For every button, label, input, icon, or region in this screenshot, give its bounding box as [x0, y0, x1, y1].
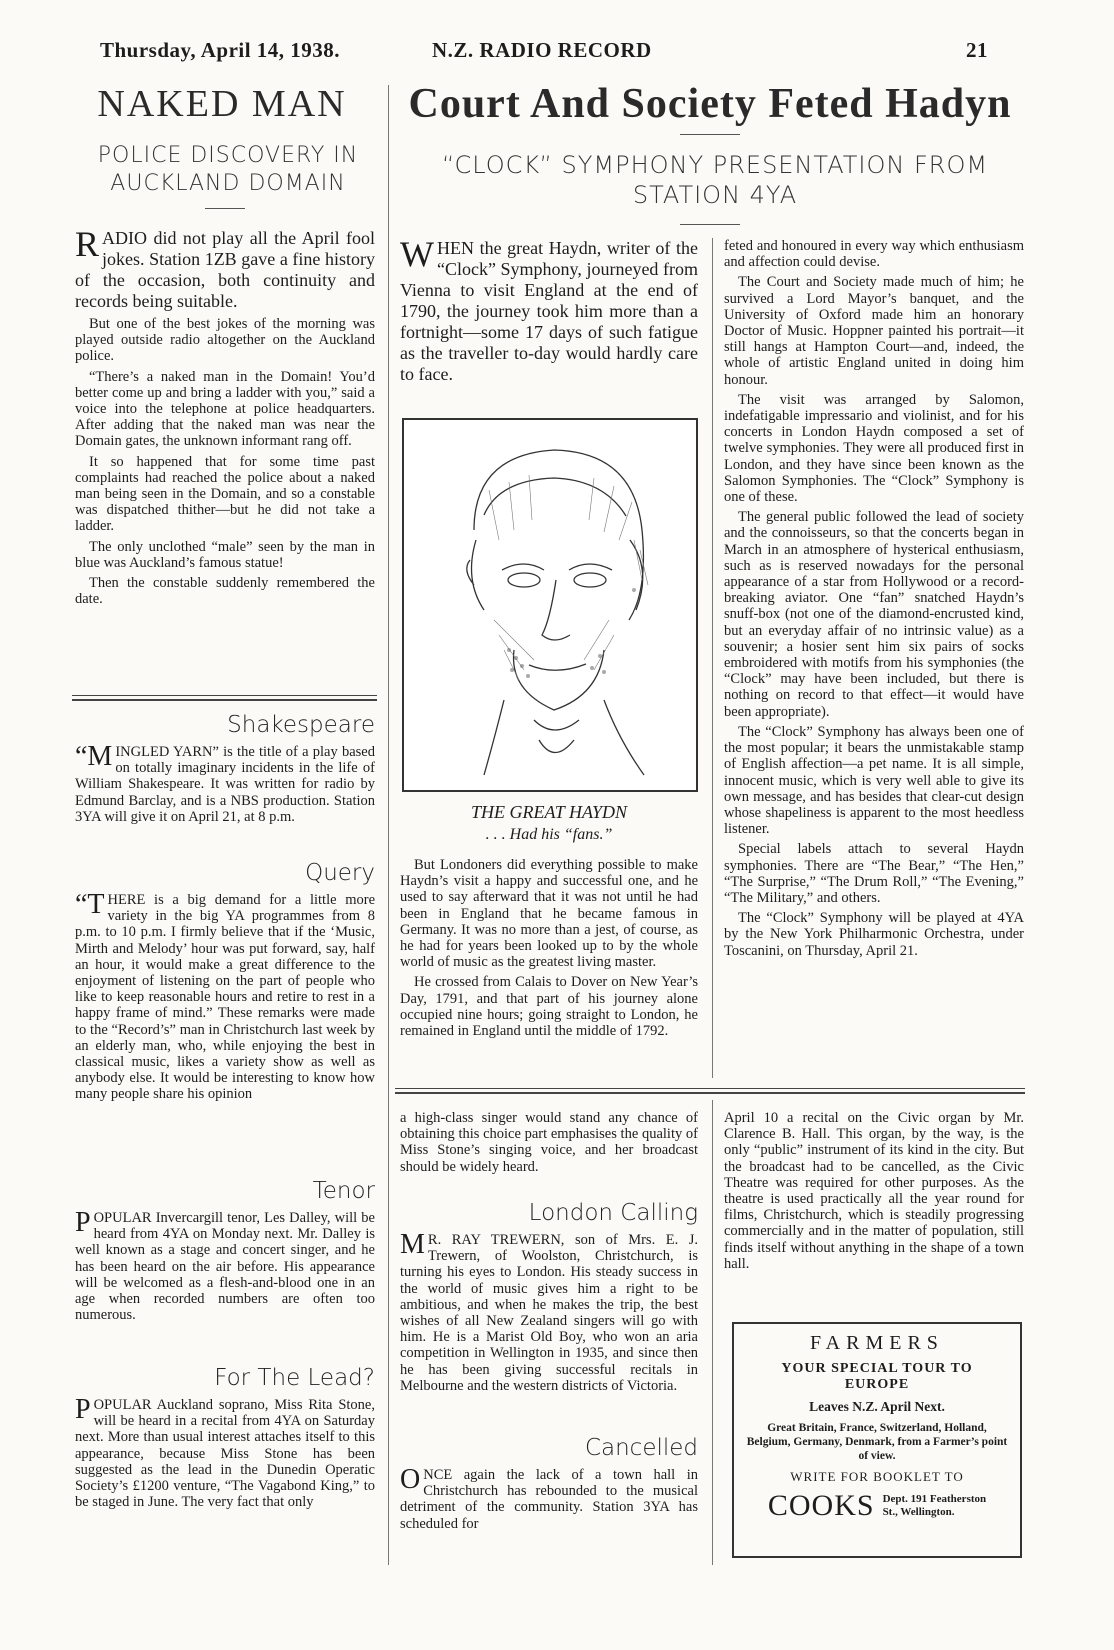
query-text: HERE is a big demand for a little more variety in the big YA programmes from 8 p.m. to 10 p.m. I firmly believe that if the ‘Music, Mirth and Melody’ hour was put forward, say, half an hour, it would make a great difference to the enjoyment of listening on the part of people who like to keep reasonable hours and retire to rest in a happy frame of mind.” These remarks were made to the “Record’s” man in Christchurch last week by an elderly man, who, while enjoying the best in classical music, likes a variety show as well as anybody else. It would be interesting to know how many people share his opinion [75, 892, 375, 1103]
ad-cooks: COOKS [767, 1489, 875, 1522]
haydn-portrait [402, 418, 698, 792]
tenor-text: OPULAR Invercargill tenor, Les Dalley, will be heard from 4YA on Monday next. Mr. Dalley is well known as a stage and concert singer, and he has been heard on the air before. His appearance will be welcomed as a flesh-and-blood one in an age when recorded numbers are often too numerous. [75, 1210, 375, 1324]
paragraph: The “Clock” Symphony has always been one of the most popular; it bears the unmistakable stamp of English affection—a pet name. It is all simple, innocent music, which is very well able to give its own message, and has besides that clear-cut design whose shapeliness is apparent to the most heedless listener. [724, 723, 1024, 838]
issue-date: Thursday, April 14, 1938. [100, 38, 341, 62]
paragraph: “There’s a naked man in the Domain! You’d better come up and bring a ladder with you,” said a voice into the telephone at police headquarters. After adding that the naked man was near the Domain gates, the unknown informant rang off. [75, 368, 375, 450]
dropcap: “M [75, 741, 113, 772]
haydn-lead [400, 234, 698, 389]
naked-man-subhead: POLICE DISCOVERY IN AUCKLAND DOMAIN [97, 143, 359, 196]
article-lead: ADIO did not play all the April fool jokes. Station 1ZB gave a fine history of the occasion, both continuity and records being suitable. [75, 228, 375, 311]
london-calling-text: R. RAY TREWERN, son of Mrs. E. J. Trewern, of Woolston, Christchurch, is turning his eyes to London. His steady success in the world of music gives him a right to be ambitious, and when he makes the trip, the best wishes of all New Zealand singers will go with him. He is a Marist Old Boy, who won an aria competition in Wellington in 1935, and since then he has been giving successful recitals in Melbourne and the western districts of Victoria. [400, 1232, 698, 1394]
haydn-col3 [724, 238, 1024, 963]
paragraph: Then the constable suddenly remembered the date. [75, 575, 375, 608]
paragraph: a high-class singer would stand any chance of obtaining this choice part emphasises the quality of Miss Stone’s singing voice, and her broadcast should be widely heard. [400, 1110, 698, 1175]
naked-man-article [75, 224, 375, 611]
query-title: Query [305, 860, 375, 886]
shakespeare-text: INGLED YARN” is the title of a play based on totally imaginary incidents in the life of William Shakespeare. It was written for radio by Edmund Barclay, and is a NBS production. Station 3YA will give it on April 21, at 8 p.m. [75, 744, 375, 825]
column-rule [712, 238, 713, 1078]
ad-address: Dept. 191 Featherston [882, 1493, 987, 1505]
divider [680, 134, 740, 135]
dropcap: P [75, 1394, 91, 1425]
query-section [75, 860, 375, 1107]
ad-cooks-block [734, 1489, 1020, 1523]
ad-line: Leaves N.Z. April Next. [809, 1399, 945, 1414]
lead-role-text: OPULAR Auckland soprano, Miss Rita Stone, will be heard in a recital from 4YA on Saturday next. More than usual interest attaches itself to this appearance, because Miss Stone has been suggested as the lead in the Dunedin Operatic Society’s £1200 venture, “The Vagabond King,” to be staged in June. The very fact that only [75, 1397, 375, 1511]
haydn-lead-text: HEN the great Haydn, writer of the “Clock” Symphony, journeyed from Vienna to visit England at the end of 1790, the journey took him more than a fortnight—some 17 days of such fatigue as the traveller to-day would hardly care to face. [400, 238, 698, 384]
paragraph: The visit was arranged by Salomon, indefatigable impressario and violinist, and for his concerts in London Haydn composed a set of twelve symphonies. They were all produced first in London, and they have since been known as the Salomon Symphonies. The “Clock” Symphony is one of these. [724, 391, 1024, 506]
london-calling-section [400, 1200, 698, 1398]
ad-address: St., Wellington. [882, 1506, 955, 1518]
section-divider [72, 695, 377, 701]
haydn-col2 [400, 857, 698, 1043]
london-calling-title: London Calling [528, 1200, 698, 1226]
paragraph: feted and honoured in every way which enthusiasm and affection could devise. [724, 238, 1024, 271]
haydn-headline: Court And Society Feted Hadyn [408, 81, 1012, 127]
shakespeare-section [75, 712, 375, 829]
dropcap: W [400, 234, 434, 274]
lead-role-section [75, 1365, 375, 1514]
column-rule [388, 85, 389, 1565]
column-rule [712, 1100, 713, 1565]
paragraph: The general public followed the lead of society and the connoisseurs, so that the concerts began in March in an atmosphere of hysterical enthusiasm, such as is reserved nowadays for the personal appearance of a star from Hollywood or a record-breaking aviator. One “fan” snatched Haydn’s snuff-box (not one of the diamond-encrusted kind, but an everyday affair of no intrinsic value) as a souvenir; a hosier sent him six pairs of socks embroidered with motifs from his symphonies (the “Clock” may have been included, but there is nothing on record to that effect—it would have been appropriate). [724, 509, 1024, 720]
shakespeare-title: Shakespeare [227, 712, 375, 738]
haydn-portrait-illustration [404, 420, 696, 790]
caption-title: THE GREAT HAYDN [470, 802, 628, 822]
paragraph: April 10 a recital on the Civic organ by Mr. Clarence B. Hall. This organ, by the way, is the only “public” instrument of its kind in the city. But the broadcast had to be cancelled, as the Civic Theatre was required for other purposes. As the theatre is used practically all the year round for films, Christchurch, which is steadily progressing commercially and in the matter of population, still finds itself without anything in the shape of a town hall. [724, 1110, 1024, 1272]
naked-man-headline: NAKED MAN [97, 83, 347, 125]
ad-line: WRITE FOR BOOKLET TO [790, 1469, 964, 1484]
cancelled-section [400, 1435, 698, 1536]
masthead: N.Z. RADIO RECORD [432, 38, 652, 62]
page-number: 21 [966, 38, 988, 62]
ad-line: Great Britain, France, Switzerland, Holland, Belgium, Germany, Denmark, from a Farmer’s point of view. [746, 1422, 1008, 1462]
dropcap: R [75, 224, 100, 264]
paragraph: It so happened that for some time past complaints had reached the police about a naked man being seen in the Domain, and so a constable was dispatched thither—but he did not take a ladder. [75, 453, 375, 535]
tenor-section [75, 1178, 375, 1327]
paragraph: The “Clock” Symphony will be played at 4YA by the New York Philharmonic Orchestra, under Toscanini, on Thursday, April 21. [724, 910, 1024, 959]
ad-line: YOUR SPECIAL TOUR TO [781, 1361, 973, 1376]
section-divider [395, 1088, 1025, 1094]
paragraph: He crossed from Calais to Dover on New Year’s Day, 1791, and that part of his journey alone occupied nine hours; going straight to London, he remained in England until the middle of 1792. [400, 974, 698, 1040]
ad-line: EUROPE [844, 1377, 910, 1392]
cancelled-continued [724, 1110, 1024, 1276]
paragraph: But Londoners did everything possible to make Haydn’s visit a happy and successful one, and he used to say afterward that it was not until he had been in England that he became famous in Germany. It was no more than a jest, of course, as he had for years been looked up to by the whole world of music as the greatest living master. [400, 857, 698, 971]
caption-sub: . . . Had his “fans.” [485, 826, 613, 843]
dropcap: M [400, 1229, 425, 1260]
paragraph: Special labels attach to several Haydn symphonies. There are “The Bear,” “The Hen,” “The Surprise,” “The Drum Roll,” “The Evening,” “The Military,” and others. [724, 841, 1024, 906]
ad-brand: FARMERS [810, 1332, 944, 1354]
divider [680, 224, 740, 225]
lead-role-title: For The Lead? [214, 1365, 375, 1391]
divider [205, 208, 245, 209]
dropcap: “T [75, 889, 105, 920]
cancelled-title: Cancelled [584, 1435, 698, 1461]
paragraph: But one of the best jokes of the morning was played outside radio altogether on the Auckland police. [75, 316, 375, 365]
paragraph: The only unclothed “male” seen by the man in blue was Auckland’s famous statue! [75, 538, 375, 571]
lead-role-continued [400, 1110, 698, 1179]
tenor-title: Tenor [312, 1178, 375, 1204]
dropcap: O [400, 1464, 421, 1495]
haydn-subhead: “CLOCK” SYMPHONY PRESENTATION FROM STATION 4YA [441, 151, 989, 209]
paragraph: The Court and Society made much of him; he survived a Lord Mayor’s banquet, and the University of Oxford made him an honorary Doctor of Music. Hoppner painted his portrait—it still hangs at Hampton Court—and, indeed, the whole of artistic England united in doing him honour. [724, 274, 1024, 388]
farmers-advertisement [732, 1322, 1022, 1558]
dropcap: P [75, 1207, 91, 1238]
cancelled-text: NCE again the lack of a town hall in Christchurch has rebounded to the musical detriment of the community. Station 3YA has scheduled for [400, 1467, 698, 1532]
